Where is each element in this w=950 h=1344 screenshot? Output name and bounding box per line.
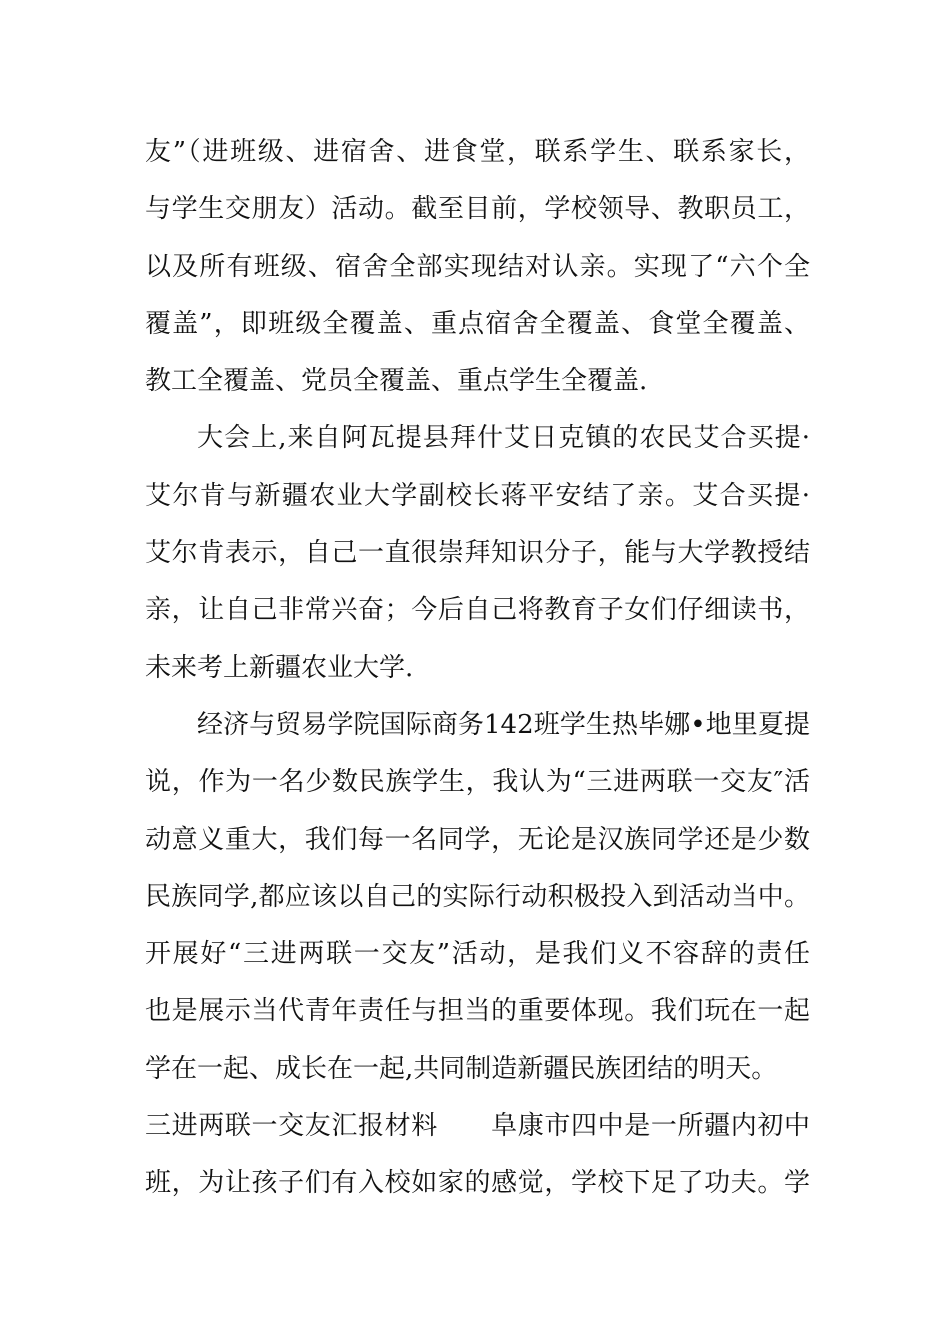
text-line: 教工全覆盖、党员全覆盖、重点学生全覆盖.	[145, 366, 648, 397]
text-line: 开展好“三进两联一交友”活动，是我们义不容辞的责任	[145, 939, 810, 970]
text-line: 亲，让自己非常兴奋；今后自己将教育子女们仔细读书，	[145, 595, 810, 626]
text-line: 民族同学,都应该以自己的实际行动积极投入到活动当中。	[145, 881, 810, 912]
text-line: 三进两联一交友汇报材料 阜康市四中是一所疆内初中	[145, 1111, 810, 1142]
paragraph-4	[145, 1098, 810, 1213]
text-line: 动意义重大，我们每一名同学，无论是汉族同学还是少数	[145, 824, 810, 855]
text-line: 班，为让孩子们有入校如家的感觉，学校下足了功夫。学	[145, 1168, 810, 1199]
text-line: 也是展示当代青年责任与担当的重要体现。我们玩在一起	[145, 996, 810, 1027]
text-line: 学在一起、成长在一起,共同制造新疆民族团结的明天。	[145, 1053, 778, 1084]
text-line: 艾尔肯表示，自己一直很崇拜知识分子，能与大学教授结	[145, 538, 810, 569]
text-line: 覆盖”，即班级全覆盖、重点宿舍全覆盖、食堂全覆盖、	[145, 308, 810, 339]
document-body	[145, 124, 810, 1213]
paragraph-3	[145, 697, 810, 1098]
text-line: 艾尔肯与新疆农业大学副校长蒋平安结了亲。艾合买提·	[145, 480, 810, 511]
text-line: 与学生交朋友）活动。截至目前，学校领导、教职员工，	[145, 194, 810, 225]
text-line: 大会上,来自阿瓦提县拜什艾日克镇的农民艾合买提·	[197, 423, 810, 454]
text-line: 经济与贸易学院国际商务142班学生热毕娜•地里夏提	[197, 709, 810, 740]
text-line: 友”（进班级、进宿舍、进食堂，联系学生、联系家长，	[145, 137, 810, 167]
paragraph-1	[145, 124, 810, 410]
text-line: 以及所有班级、宿舍全部实现结对认亲。实现了“六个全	[145, 251, 810, 282]
paragraph-2	[145, 410, 810, 696]
text-line: 未来考上新疆农业大学.	[145, 652, 414, 683]
text-line: 说，作为一名少数民族学生，我认为“三进两联一交友″活	[145, 767, 810, 798]
